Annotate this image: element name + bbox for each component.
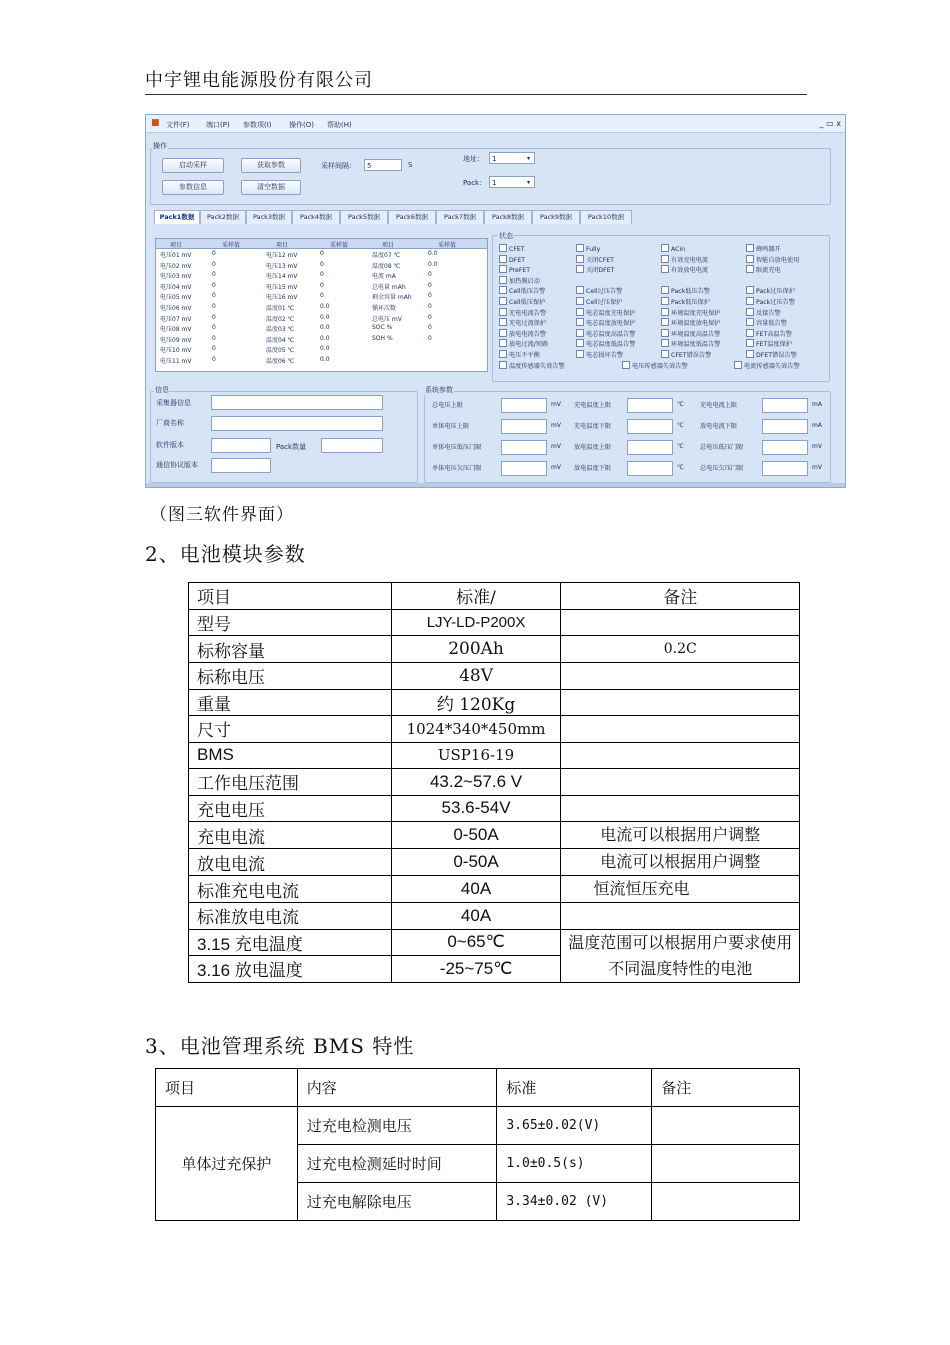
cell-item: 标称电压 <box>189 663 392 690</box>
cell-standard: 0-50A <box>391 822 561 849</box>
cell-standard: 40A <box>391 876 561 903</box>
table-cell-item: 电压07 mV <box>160 315 192 323</box>
status-checkbox[interactable]: Cell低压告警 <box>499 286 545 295</box>
status-checkbox[interactable]: CFET <box>499 244 525 253</box>
status-checkbox[interactable]: PreFET <box>499 265 530 274</box>
sys-param-label: 放电温度下限 <box>574 465 612 472</box>
sys-param-label: 充电电流上限 <box>700 402 738 409</box>
cell-content: 过充电检测延时时间 <box>297 1145 497 1183</box>
clear-data-button[interactable]: 清空数据 <box>241 180 301 195</box>
pack-count-input[interactable] <box>321 438 383 453</box>
section2-title: 2、电池模块参数 <box>145 542 306 566</box>
cell-item: 标准充电电流 <box>189 876 392 903</box>
cell-note: 温度范围可以根据用户要求使用不同温度特性的电池 <box>561 929 800 982</box>
menu-port[interactable]: 端口(P) <box>206 121 230 129</box>
cell-content: 过充电解除电压 <box>297 1183 497 1221</box>
cell-standard: 1024*340*450mm <box>391 716 561 743</box>
status-checkbox[interactable]: 电芯温度充电保护 <box>576 308 636 317</box>
status-checkbox[interactable]: 电压传感器失效告警 <box>622 361 688 370</box>
table-cell-item: 电压03 mV <box>160 273 192 281</box>
table-row <box>189 716 800 743</box>
table-cell-value: 0 <box>428 271 432 279</box>
sys-param-unit: mV <box>551 401 561 408</box>
table-cell-value: 0 <box>212 271 216 279</box>
status-checkbox[interactable]: Cell低压保护 <box>499 297 545 306</box>
table-cell-value: 0 <box>320 260 324 268</box>
sample-interval-input[interactable]: 5 <box>364 159 402 171</box>
table-cell-item: 电压16 mV <box>266 294 298 302</box>
status-checkbox[interactable]: 电压不平衡 <box>499 350 540 359</box>
status-checkbox[interactable]: DFET错误告警 <box>746 350 797 359</box>
table-cell-item: 电压08 mV <box>160 326 192 334</box>
table-cell-value: 0 <box>212 345 216 353</box>
table-cell-value: 0 <box>212 281 216 289</box>
table-row <box>189 876 800 903</box>
cell-item: 标准放电电流 <box>189 903 392 930</box>
table-cell-value: 0 <box>320 250 324 257</box>
software-screenshot <box>145 114 846 488</box>
status-checkbox[interactable]: 电芯温度高温告警 <box>576 329 636 338</box>
column-header: 采样值 <box>438 242 457 249</box>
cell-standard: 0~65℃ <box>391 929 561 956</box>
group-cell: 单体过充保护 <box>156 1107 298 1221</box>
sys-param-label: 单体电压欠压门限 <box>432 465 482 472</box>
table-cell-item: 电压11 mV <box>160 358 192 365</box>
table-cell-item: 电压06 mV <box>160 305 192 312</box>
status-checkbox[interactable]: Fully <box>576 244 600 253</box>
sys-param-input[interactable] <box>501 398 547 413</box>
window-controls[interactable]: _ ▭ x <box>819 119 841 128</box>
table-cell-value: 0 <box>212 356 216 363</box>
table-cell-item: 温度07 ℃ <box>372 252 401 259</box>
cell-content: 过充电检测电压 <box>297 1107 497 1145</box>
status-checkbox[interactable]: 环境温度充电保护 <box>661 308 721 317</box>
cell-item: 标称容量 <box>189 636 392 663</box>
header-cell: 备注 <box>652 1069 800 1107</box>
table-cell-item: 温度04 ℃ <box>266 336 295 344</box>
sys-param-label: 单体电压低压门限 <box>432 444 482 451</box>
table-cell-value: 0 <box>428 313 432 321</box>
status-checkbox[interactable]: 充电过流保护 <box>499 318 546 327</box>
sys-params-title: 系统参数 <box>425 386 453 394</box>
cell-standard: 0-50A <box>391 849 561 876</box>
info-label: 采集器信息 <box>156 399 191 407</box>
table-cell-value: 0.0 <box>320 303 330 310</box>
status-checkbox[interactable]: 环境温度低温告警 <box>661 339 721 348</box>
pack-select[interactable]: 1 <box>489 176 535 188</box>
sys-param-unit: mV <box>551 464 561 471</box>
table-cell-item: 电压02 mV <box>160 262 192 270</box>
sys-param-label: 充电温度上限 <box>574 402 612 409</box>
table-cell-item: 电压12 mV <box>266 252 298 259</box>
status-checkbox[interactable]: Pack过压告警 <box>746 297 795 306</box>
status-checkbox[interactable]: Pack过压保护 <box>746 286 795 295</box>
status-checkbox[interactable]: 反接告警 <box>746 308 781 317</box>
table-row <box>189 822 800 849</box>
menu-help[interactable]: 帮助(H) <box>327 121 352 129</box>
address-select[interactable]: 1 <box>489 152 535 164</box>
sys-param-unit: ℃ <box>677 401 684 408</box>
header-cell: 备注 <box>561 583 800 610</box>
cell-note: 0.2C <box>561 636 800 663</box>
status-checkbox[interactable]: 蜂鸣器开 <box>746 244 781 253</box>
table-cell-item: SOC % <box>372 324 393 332</box>
status-checkbox[interactable]: 电芯损坏告警 <box>576 350 623 359</box>
status-group-title: 状态 <box>499 232 513 240</box>
cell-note <box>652 1107 800 1145</box>
info-label: 软件版本 <box>156 441 184 449</box>
start-sampling-button[interactable]: 启动采样 <box>162 158 224 173</box>
table-cell-item: 温度08 ℃ <box>372 262 401 270</box>
sys-param-label: 单体电压上限 <box>432 423 470 430</box>
cell-standard: 53.6-54V <box>391 795 561 822</box>
section3-title: 3、电池管理系统 BMS 特性 <box>145 1034 415 1058</box>
table-row <box>189 795 800 822</box>
get-params-button[interactable]: 获取参数 <box>241 158 301 173</box>
cell-note <box>561 742 800 769</box>
sys-param-label: 总电压低压门限 <box>700 444 744 451</box>
cell-standard: 3.34±0.02 (V) <box>497 1183 652 1221</box>
status-checkbox[interactable]: 容量低告警 <box>746 318 787 327</box>
battery-params-table <box>188 582 800 983</box>
table-cell-value: 0 <box>320 292 324 300</box>
cell-note <box>652 1183 800 1221</box>
cell-note <box>561 795 800 822</box>
sys-param-unit: ℃ <box>677 422 684 429</box>
table-cell-item: 总电量 mAh <box>372 283 406 291</box>
app-icon: ■ <box>151 118 160 128</box>
tab-pack1[interactable]: Pack1数据 <box>154 210 200 224</box>
cell-note <box>561 609 800 636</box>
sys-param-unit: mV <box>551 422 561 429</box>
sys-param-input[interactable] <box>627 440 673 455</box>
cell-standard: 约 120Kg <box>391 689 561 716</box>
table-cell-value: 0 <box>428 292 432 300</box>
table-cell-value: 0.0 <box>320 334 330 342</box>
cell-note <box>652 1145 800 1183</box>
status-checkbox[interactable]: Pack低压保护 <box>661 297 710 306</box>
status-checkbox[interactable]: 有效充电电流 <box>661 255 708 264</box>
cell-note <box>561 689 800 716</box>
table-cell-value: 0.0 <box>320 313 330 321</box>
table-cell-item: 电压13 mV <box>266 262 298 270</box>
sys-param-input[interactable] <box>627 419 673 434</box>
menu-file[interactable]: 文件(F) <box>166 121 190 129</box>
table-row <box>189 689 800 716</box>
status-checkbox[interactable]: FET温度保护 <box>746 339 792 348</box>
sys-param-unit: mV <box>812 464 822 471</box>
table-cell-item: 电压10 mV <box>160 347 192 355</box>
table-cell-item: 电压04 mV <box>160 283 192 291</box>
chevron-down-icon[interactable]: ▾ <box>527 155 531 162</box>
table-header-row <box>189 583 800 610</box>
menu-bar <box>146 115 845 133</box>
table-row <box>189 903 800 930</box>
table-row <box>189 663 800 690</box>
cell-item: 尺寸 <box>189 716 392 743</box>
sys-param-input[interactable] <box>762 440 808 455</box>
column-header: 采样值 <box>330 242 349 249</box>
table-cell-item: 电压09 mV <box>160 336 192 344</box>
header-cell: 内容 <box>297 1069 497 1107</box>
software-version-input[interactable] <box>211 438 271 453</box>
status-checkbox[interactable]: 智能自放电使用 <box>746 255 799 264</box>
cell-item: 充电电压 <box>189 795 392 822</box>
info-group-title: 信息 <box>155 386 169 394</box>
column-header: 项目 <box>276 242 289 249</box>
sys-param-unit: mV <box>812 443 822 450</box>
cell-item: 3.16 放电温度 <box>189 956 392 983</box>
cell-item: BMS <box>189 742 392 769</box>
status-checkbox[interactable]: 电芯温度低温告警 <box>576 339 636 348</box>
table-cell-item: 温度06 ℃ <box>266 358 295 365</box>
cell-item: 放电电流 <box>189 849 392 876</box>
cell-item: 充电电流 <box>189 822 392 849</box>
cell-standard: USP16-19 <box>391 742 561 769</box>
column-header: 采样值 <box>222 242 241 249</box>
company-header: 中宇锂电能源股份有限公司 <box>145 70 373 91</box>
table-cell-value: 0.0 <box>428 250 438 257</box>
table-row <box>189 609 800 636</box>
table-cell-value: 0 <box>212 303 216 310</box>
param-info-button[interactable]: 参数信息 <box>162 180 224 195</box>
sample-interval-label: 采样间隔： <box>321 162 356 170</box>
status-bar <box>146 483 845 487</box>
cell-note <box>561 769 800 796</box>
sys-param-input[interactable] <box>501 419 547 434</box>
ops-group-title: 操作 <box>153 142 167 150</box>
status-checkbox[interactable]: 有效放电电流 <box>661 265 708 274</box>
table-cell-item: SOH % <box>372 334 393 342</box>
table-cell-value: 0.0 <box>428 260 438 268</box>
sys-param-label: 放电温度上限 <box>574 444 612 451</box>
info-label: 厂商名称 <box>156 419 184 427</box>
sys-param-label: 总电压欠压门限 <box>700 465 744 472</box>
cell-note: 电流可以根据用户调整 <box>561 849 800 876</box>
table-cell-item: 温度03 ℃ <box>266 326 295 334</box>
status-checkbox[interactable]: ACin <box>661 244 685 253</box>
cell-standard: 43.2~57.6 V <box>391 769 561 796</box>
cell-standard: 1.0±0.5(s) <box>497 1145 652 1183</box>
table-cell-value: 0 <box>212 250 216 257</box>
cell-item: 3.15 充电温度 <box>189 929 392 956</box>
table-header-row <box>156 1069 800 1107</box>
table-cell-value: 0 <box>428 334 432 342</box>
status-checkbox[interactable]: 放电过流/短路 <box>499 339 548 348</box>
table-cell-item: 温度05 ℃ <box>266 347 295 355</box>
vendor-name-input[interactable] <box>211 416 383 431</box>
cell-standard: 200Ah <box>391 636 561 663</box>
table-cell-value: 0 <box>320 271 324 279</box>
cell-note <box>561 663 800 690</box>
table-cell-item: 温度01 ℃ <box>266 305 295 312</box>
header-cell: 项目 <box>156 1069 298 1107</box>
status-checkbox[interactable]: 充电电流告警 <box>499 308 546 317</box>
figure-caption: （图三软件界面） <box>150 505 294 525</box>
table-cell-item: 温度02 ℃ <box>266 315 295 323</box>
cell-standard: 3.65±0.02(V) <box>497 1107 652 1145</box>
sys-param-input[interactable] <box>627 398 673 413</box>
table-cell-value: 0 <box>428 324 432 332</box>
table-row <box>189 742 800 769</box>
chevron-down-icon[interactable]: ▾ <box>527 179 531 186</box>
table-cell-item: 电压01 mV <box>160 252 192 259</box>
sys-param-unit: mA <box>812 401 822 408</box>
status-checkbox[interactable]: 环境温度高温告警 <box>661 329 721 338</box>
table-cell-value: 0.0 <box>320 356 330 363</box>
sys-param-input[interactable] <box>762 419 808 434</box>
menu-params[interactable]: 参数项(I) <box>243 121 272 129</box>
tab-pack2[interactable]: Pack2数据 <box>200 210 246 224</box>
cell-standard: LJY-LD-P200X <box>391 609 561 636</box>
sys-param-input[interactable] <box>627 461 673 476</box>
pack-count-label: Pack数量 <box>276 443 307 451</box>
tab-pack8[interactable]: Pack8数据 <box>484 210 532 224</box>
status-checkbox[interactable]: 环境温度放电保护 <box>661 318 721 327</box>
table-row <box>189 849 800 876</box>
table-cell-value: 0.0 <box>320 345 330 353</box>
sys-param-label: 总电压上限 <box>432 402 463 409</box>
sys-param-unit: ℃ <box>677 443 684 450</box>
column-header: 项目 <box>382 242 395 249</box>
tab-pack7[interactable]: Pack7数据 <box>436 210 484 224</box>
pack-label: Pack： <box>463 179 487 187</box>
table-cell-item: 电压15 mV <box>266 283 298 291</box>
cell-standard: -25~75℃ <box>391 956 561 983</box>
status-checkbox[interactable]: 限流充电 <box>746 265 781 274</box>
table-cell-value: 0.0 <box>320 324 330 332</box>
status-checkbox[interactable]: Pack低压告警 <box>661 286 710 295</box>
status-checkbox[interactable]: 关闭CFET <box>576 255 614 264</box>
table-cell-value: 0 <box>212 260 216 268</box>
table-cell-item: 电压05 mV <box>160 294 192 302</box>
table-cell-item: 剩余容量 mAh <box>372 294 412 302</box>
status-checkbox[interactable]: 关闭DFET <box>576 265 614 274</box>
status-checkbox[interactable]: DFET <box>499 255 525 264</box>
bms-table <box>155 1068 800 1221</box>
tab-pack3[interactable]: Pack3数据 <box>246 210 292 224</box>
table-cell-value: 0 <box>320 281 324 289</box>
table-cell-item: 循环次数 <box>372 305 397 312</box>
header-divider <box>145 94 807 95</box>
header-cell: 标准 <box>497 1069 652 1107</box>
table-row <box>189 636 800 663</box>
table-cell-value: 0 <box>428 303 432 310</box>
table-cell-value: 0 <box>212 292 216 300</box>
tab-pack6[interactable]: Pack6数据 <box>388 210 436 224</box>
table-cell-item: 电压14 mV <box>266 273 298 281</box>
status-checkbox[interactable]: CFET错误告警 <box>661 350 711 359</box>
table-cell-value: 0 <box>212 324 216 332</box>
status-checkbox[interactable]: 电流传感器失效告警 <box>734 361 800 370</box>
collector-info-input[interactable] <box>211 395 383 410</box>
table-cell-value: 0 <box>428 281 432 289</box>
tab-pack10[interactable]: Pack10数据 <box>580 210 632 224</box>
tab-pack9[interactable]: Pack9数据 <box>532 210 580 224</box>
protocol-version-input[interactable] <box>211 458 271 473</box>
sys-param-input[interactable] <box>501 440 547 455</box>
tab-pack4[interactable]: Pack4数据 <box>292 210 340 224</box>
sys-param-unit: mA <box>812 422 822 429</box>
table-cell-item: 电流 mA <box>372 273 396 281</box>
status-checkbox[interactable]: FET高温告警 <box>746 329 792 338</box>
column-header: 项目 <box>170 242 183 249</box>
menu-ops[interactable]: 操作(O) <box>289 121 314 129</box>
address-label: 地址： <box>463 155 484 163</box>
cell-standard: 40A <box>391 903 561 930</box>
status-checkbox[interactable]: 电芯温度放电保护 <box>576 318 636 327</box>
cell-item: 型号 <box>189 609 392 636</box>
header-cell: 标准/ <box>391 583 561 610</box>
cell-note <box>561 903 800 930</box>
sys-param-input[interactable] <box>762 461 808 476</box>
table-row <box>189 929 800 956</box>
table-row <box>189 769 800 796</box>
data-table <box>155 238 488 372</box>
sample-interval-unit: S <box>408 161 413 169</box>
cell-item: 工作电压范围 <box>189 769 392 796</box>
table-row <box>156 1107 800 1145</box>
sys-param-label: 放电电流下限 <box>700 423 738 430</box>
cell-note: 电流可以根据用户调整 <box>561 822 800 849</box>
info-label: 通信协议版本 <box>156 461 198 469</box>
cell-standard: 48V <box>391 663 561 690</box>
sys-param-unit: mV <box>551 443 561 450</box>
tab-pack5[interactable]: Pack5数据 <box>340 210 388 224</box>
sys-param-unit: ℃ <box>677 464 684 471</box>
table-cell-value: 0 <box>212 334 216 342</box>
cell-note: 恒流恒压充电 <box>561 876 800 903</box>
status-checkbox[interactable]: Cell过压告警 <box>576 286 622 295</box>
status-checkbox[interactable]: 温度传感器失效告警 <box>499 361 565 370</box>
table-header <box>156 239 487 249</box>
sys-param-input[interactable] <box>762 398 808 413</box>
cell-item: 重量 <box>189 689 392 716</box>
table-cell-value: 0 <box>212 313 216 321</box>
cell-note <box>561 716 800 743</box>
sys-param-input[interactable] <box>501 461 547 476</box>
status-checkbox[interactable]: 放电电流告警 <box>499 329 546 338</box>
header-cell: 项目 <box>189 583 392 610</box>
sys-param-label: 充电温度下限 <box>574 423 612 430</box>
status-checkbox[interactable]: 加热膜启动 <box>499 276 540 285</box>
status-checkbox[interactable]: Cell过压保护 <box>576 297 622 306</box>
table-cell-item: 总电压 mV <box>372 315 402 323</box>
